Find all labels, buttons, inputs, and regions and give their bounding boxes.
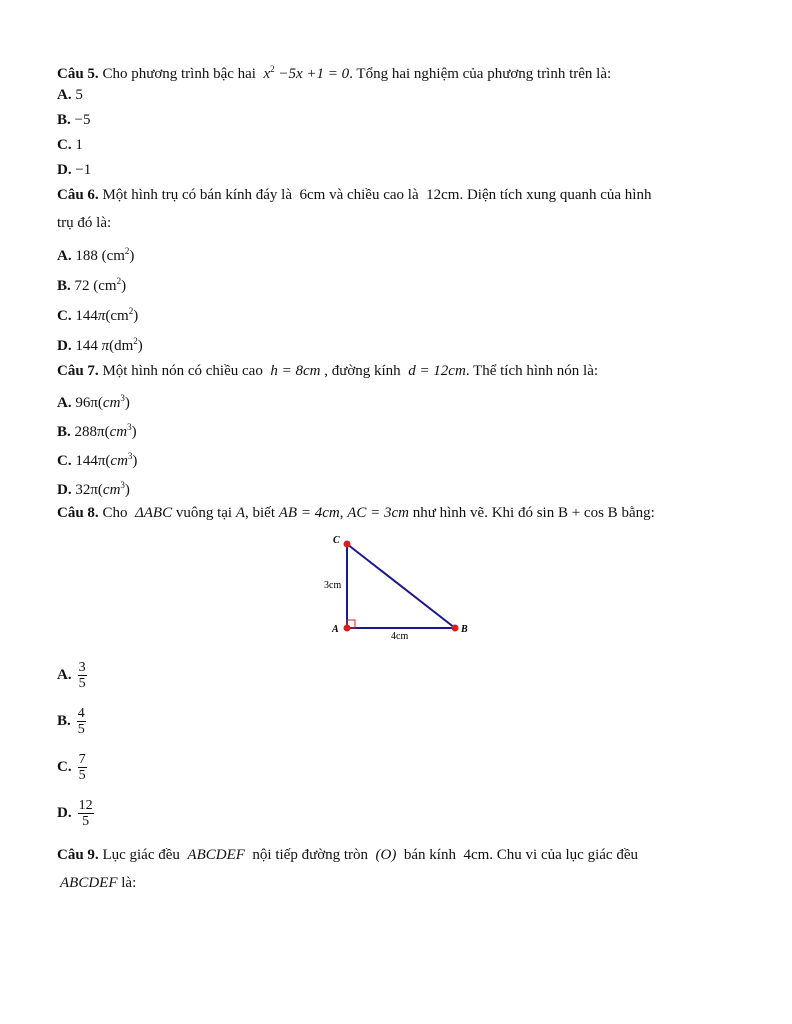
option-exp: 3 xyxy=(127,451,133,461)
q7-option-c[interactable]: C. $144\pi(cm^3)$ xyxy=(57,451,138,469)
option-label: D. xyxy=(57,338,72,354)
option-label: B. xyxy=(57,424,71,440)
question-7-text-3: . Thể tích hình nón là: xyxy=(465,363,599,379)
q8-option-c[interactable] xyxy=(57,752,87,783)
option-value: 144 xyxy=(75,308,98,324)
option-value: 1 xyxy=(75,137,83,153)
q8-option-d[interactable] xyxy=(57,798,94,829)
option-label: B. xyxy=(57,112,71,128)
q5-option-b[interactable] xyxy=(57,111,90,129)
numerator: 3 xyxy=(78,660,86,675)
option-value: 144 xyxy=(75,338,98,354)
option-unit: dm xyxy=(114,338,134,354)
question-9 xyxy=(57,846,638,864)
option-label: C. xyxy=(57,758,72,775)
question-8-text-3: , biết xyxy=(245,505,276,521)
question-6 xyxy=(57,186,651,204)
height-value: 12cm xyxy=(426,187,460,203)
fraction xyxy=(78,660,87,691)
question-5 xyxy=(57,60,611,83)
numerator: 12 xyxy=(78,798,93,813)
q7-option-b[interactable]: B. $288\pi(cm^3)$ xyxy=(57,422,137,440)
point-a xyxy=(344,625,351,632)
radius-value: 4cm xyxy=(463,847,490,863)
question-9-line-2 xyxy=(60,874,136,892)
question-9-line-2-text: là: xyxy=(121,875,137,891)
fraction xyxy=(78,752,87,783)
option-unit: cm xyxy=(102,395,121,411)
option-value: 188 xyxy=(75,248,98,264)
option-exp: 2 xyxy=(128,306,134,316)
question-7-label: Câu 7. xyxy=(57,363,99,379)
label-a: A xyxy=(332,624,339,635)
fraction xyxy=(78,798,94,829)
point-c xyxy=(344,541,351,548)
hexagon-name: ABCDEF xyxy=(187,847,245,863)
question-8: Câu 8. Cho ΔABC vuông tại A, biết AB = 4cm, AC = 3cm như hình vẽ. Khi đó sin B + cos B bằng: xyxy=(57,505,655,521)
question-6-line-2: trụ đó là: xyxy=(57,215,112,231)
option-value: 288π xyxy=(74,424,105,440)
option-label: B. xyxy=(57,712,71,729)
height-expression: h = 8cm xyxy=(270,363,321,379)
option-exp: 3 xyxy=(120,480,125,490)
radius-value: 6cm xyxy=(299,187,326,203)
question-7-text-2: , đường kính xyxy=(324,363,401,379)
option-label: D. xyxy=(57,162,72,178)
option-unit: cm xyxy=(109,424,128,440)
question-6-label: Câu 6. xyxy=(57,187,99,203)
numerator: 7 xyxy=(78,752,86,767)
question-7-text: Một hình nón có chiều cao xyxy=(102,363,263,379)
option-label: A. xyxy=(57,666,72,683)
q5-option-a[interactable] xyxy=(57,86,83,104)
option-value: 96π xyxy=(75,395,98,411)
equation-rest: −5x +1 = 0 xyxy=(274,66,350,82)
q5-option-c[interactable] xyxy=(57,136,83,154)
label-b: B xyxy=(461,624,468,635)
q8-option-a[interactable] xyxy=(57,660,87,691)
question-7 xyxy=(57,362,598,380)
equation-exponent: 2 xyxy=(270,64,275,74)
denominator: 5 xyxy=(82,814,90,829)
option-unit: cm xyxy=(102,482,121,498)
denominator: 5 xyxy=(78,676,86,691)
point-b xyxy=(452,625,459,632)
option-unit: cm xyxy=(106,248,125,264)
option-label: A. xyxy=(57,395,72,411)
question-5-label: Câu 5. xyxy=(57,66,99,82)
option-label: C. xyxy=(57,308,72,324)
equation-x: x xyxy=(263,66,271,82)
question-8-text: Cho xyxy=(102,505,128,521)
triangle-name: ΔABC xyxy=(134,505,173,521)
question-6-text-3: . Diện tích xung quanh của hình xyxy=(459,187,652,203)
circle-name: (O) xyxy=(375,847,397,863)
option-unit: cm xyxy=(110,453,128,469)
option-unit: cm xyxy=(110,308,129,324)
option-value: 72 xyxy=(74,278,90,294)
option-value: −1 xyxy=(75,162,92,178)
option-value: 5 xyxy=(75,87,83,103)
question-8-text-2: vuông tại xyxy=(175,505,233,521)
question-6-text-2: và chiều cao là xyxy=(329,187,419,203)
option-exp: 2 xyxy=(124,246,130,256)
q6-option-c[interactable]: C. $144\pi(cm^2)$ xyxy=(57,306,139,324)
option-label: C. xyxy=(57,453,72,469)
ab-expression: AB = 4cm xyxy=(278,505,340,521)
question-5-text: Cho phương trình bậc hai xyxy=(102,66,256,82)
ac-expression: AC = 3cm xyxy=(347,505,409,521)
numerator: 4 xyxy=(77,706,85,721)
question-9-text-3: bán kính xyxy=(403,847,456,863)
option-label: C. xyxy=(57,137,72,153)
q6-option-b[interactable]: B. 72 $(cm^2)$ xyxy=(57,276,127,294)
option-unit: cm xyxy=(98,278,117,294)
target-expression: sin B + cos B xyxy=(536,505,618,521)
question-9-text: Lục giác đều xyxy=(102,847,180,863)
option-pi: π xyxy=(101,338,110,354)
fraction xyxy=(77,706,86,737)
label-side-ab: 4cm xyxy=(391,631,409,642)
option-value: 144π xyxy=(75,453,106,469)
question-5-text-after: . Tổng hai nghiệm của phương trình trên là: xyxy=(349,66,612,82)
option-label: B. xyxy=(57,278,71,294)
q8-option-b[interactable] xyxy=(57,706,86,737)
q5-option-d[interactable] xyxy=(57,161,91,179)
option-label: A. xyxy=(57,87,72,103)
diameter-expression: d = 12cm xyxy=(408,363,466,379)
question-8-label: Câu 8. xyxy=(57,505,99,521)
triangle-figure xyxy=(0,530,792,650)
q6-option-a[interactable]: A. 188 $(cm^2)$ xyxy=(57,246,135,264)
label-c: C xyxy=(333,535,340,546)
denominator: 5 xyxy=(77,722,85,737)
label-side-ac: 3cm xyxy=(324,580,342,591)
question-9-text-4: . Chu vi của lục giác đều xyxy=(489,847,638,863)
question-8-text-5: bằng: xyxy=(621,505,655,521)
option-exp: 2 xyxy=(133,336,138,346)
q6-option-d[interactable]: D. 144 $\pi(dm^2)$ xyxy=(57,336,143,354)
option-value: 32π xyxy=(75,482,98,498)
question-8-text-4: như hình vẽ. Khi đó xyxy=(412,505,533,521)
question-9-text-2: nội tiếp đường tròn xyxy=(252,847,369,863)
option-value: −5 xyxy=(74,112,91,128)
option-exp: 3 xyxy=(127,422,132,432)
option-exp: 2 xyxy=(116,276,122,286)
option-label: D. xyxy=(57,804,72,821)
option-exp: 3 xyxy=(120,393,125,403)
question-9-label: Câu 9. xyxy=(57,847,99,863)
hexagon-name: ABCDEF xyxy=(60,875,118,891)
option-label: D. xyxy=(57,482,72,498)
right-angle-vertex: A xyxy=(235,505,246,521)
question-6-text: Một hình trụ có bán kính đáy là xyxy=(102,187,292,203)
option-label: A. xyxy=(57,248,72,264)
denominator: 5 xyxy=(78,768,86,783)
side-bc xyxy=(347,544,455,628)
q7-option-a[interactable]: A. $96\pi(cm^3)$ xyxy=(57,393,130,411)
option-pi: π xyxy=(97,308,106,324)
q7-option-d[interactable]: D. $32\pi(cm^3)$ xyxy=(57,480,130,498)
